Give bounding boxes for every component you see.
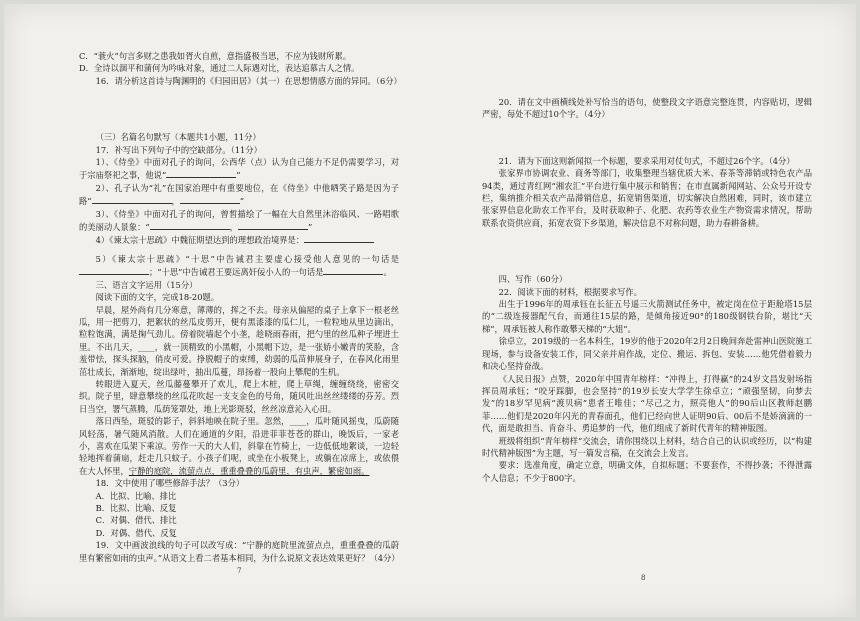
question-20: 20．请在文中画横线处补写恰当的语句，使整段文字语意完整连贯，内容贴切，逻辑严密，每处不超过10个字。（4分） (482, 97, 812, 120)
passage-paragraph-2: 转眼进入夏天，丝瓜藤蔓攀开了欢儿，爬上木桩，爬上草绳，缠缠绕绕，密密交织。院子里，肆意攀绕的丝瓜花吹起一支支金色的号角，随风吐出丝丝缕缕的芬芳。烈日当空，署气蒸腾，瓜荫笼罩处，地上光影斑驳，丝丝凉意沁入心田。 (79, 378, 399, 414)
material-paragraph-2: 徐卓立，2019级的一名本科生，19岁的他于2020年2月2日晚间奔赴雷神山医院施工现场，参与设备安装工作，同父亲并肩作战，定位、搬运、拆包、安装……他凭借着毅力和决心坚持奋战。 (482, 336, 812, 372)
requirements-paragraph: 要求：选准角度，确定立意，明确文体，自拟标题；不要套作，不得抄袭；不得泄露个人信息；不少于800字。 (482, 460, 812, 483)
question-22-intro: 22．阅读下面的材料，根据要求写作。 (498, 286, 642, 297)
page-number-left: 7 (237, 567, 242, 575)
material-paragraph-1: 出生于1996年的周承钰在长征五号遥三火箭测试任务中，被定岗在位于距舱塔15层的“二级连接器配气台，而通往15层的路，是倾角接近90°的180级钢铁台阶，堪比“天梯”，周承钰被人称作敢攀天梯的“大姐”。 (482, 299, 812, 334)
page-number-right: 8 (641, 574, 646, 582)
scanned-exam-spread (4, 4, 856, 617)
q18-option-a: A．比拟、比喻、排比 (95, 490, 177, 501)
question-17-5: 5）《谏太宗十思疏》“十思”中告诫君主要虚心接受他人意见的一句话是；“十思”中告诫君王要远离奸佞小人的一句话是 。 (79, 253, 399, 279)
option-d-line: D．全诗以涸平和蒲何为吟咏对象，通过二人际遇对比，表达追慕古人之情。 (79, 63, 360, 74)
question-17-2: 2）、孔子认为“礼”在国家治理中有重要地位，在《侍坐》中他哂笑子路是因为子路“ ， ” (79, 182, 399, 207)
section-4-title: 四、写作（60分） (498, 274, 568, 285)
question-17-1: 1）、《侍坐》中面对孔子的询问，公西华（点）认为自己能力不足仍需要学习，对于宗庙祭祀之事，他说“ ” (79, 157, 399, 181)
question-21-news: 张家界市协调农业、商务等部门，收集整理当辖优质大米、春茶等滞销或特色农产品94类，通过青红网“湘农汇”平台进行集中展示和销售；在市直属新闻网站、公众号开设专栏，集纳推介相关农产品滞销信息，拓宽销售渠道，切实解决自然困难，同时，该市建立张家界信息化助农工作平台，及时获取种子、化肥、农药等农业生产物资需求情况，帮助联系农资供应商，拓宽农资下乡渠道，解决信息不对称问题，助力春耕备耕。 (482, 168, 812, 228)
q18-option-b: B．比拟、比喻、反复 (95, 503, 177, 513)
question-21-intro: 21．请为下面这则新闻拟一个标题，要求采用对仗句式，不超过26个字。（4分） (498, 155, 795, 166)
passage-paragraph-3: 落日西坠，斑驳的影子，斜斜地映在院子里。忽然，____，瓜叶随风摇曳，瓜蔚随风轻荡，暑气随风消散。人们在通道的夕阳，沿进菲菲苍苍的群山，晚饭后，一家老小，喜欢在瓜架下乘凉。劳作一天的大人们，斜靠在竹椅上，一边低低地絮谈，一边轻轻地挥着蒲扇，赶走几只蚊子。小孩子们呢，或坐在小板凳上，或躺在凉席上，或依偎在大人怀里，宁静的庭院，流萤点点，重重叠叠的瓜蔚里，有虫声，繁密如雨。 (79, 416, 399, 476)
question-16: 16．请分析这首诗与陶渊明的《归园田居》（其一）在思想情感方面的异同。（6分） (95, 75, 402, 86)
reading-intro: 阅读下面的文字，完成18-20题。 (95, 292, 220, 303)
question-17-3: 3）、《侍坐》中面对孔子的询问，曾皙描绘了一幅在大自然里沐浴临风、一路唱歌的美丽动人景象：“ ， ” (79, 208, 399, 233)
passage-paragraph-1: 早晨，屋外尚有几分寒意，薄薄的，挥之不去。母亲从偏屋的桌子上拿下一根老丝瓜，用一把剪刀，把絮状的丝瓜皮剪开，便有黑漆漆的瓜仁儿，一粒粒地从里边滴出，粒粒饱满，满是掬气劲儿。傍着院墙起个小垄，趁晓雨春雨，把勺里的丝瓜种子埋进土里。不出几天，____，就一顶精致的小黑帽，小黑帽下边，是一张娇小嫩青的笑脸，含羞带怯，探头探脑，俏皮可爱。挣脱帽子的束缚，幼弱的瓜苗伸展身子，在春风化雨里茁壮成长，渐渐地，绽出绿叶，抽出瓜蔓，昂扬着一股向上攀爬的生机。 (79, 304, 399, 377)
q18-option-c: C．对偶、借代、排比 (95, 515, 177, 526)
q18-option-d: D．对偶、借代、反复 (95, 527, 177, 538)
right-page-column (482, 96, 812, 484)
question-19: 19．文中画波浪线的句子可以改写成：“宁静的庭院里流萤点点，重重叠叠的瓜蔚里有繁密如雨的虫声。”从语文上看二者基本相同，为什么说原文表达效果更好？（4分） (79, 540, 400, 563)
question-18: 18．文中使用了哪些修辞手法？（3分） (95, 478, 245, 489)
question-17-4: 4）《谏太宗十思疏》中魏征期望达到的理想政治境界是： (79, 233, 399, 246)
question-17-intro: 17．补写出下列句子中的空缺部分。（11分） (95, 144, 262, 155)
left-page-column (79, 50, 402, 564)
section-3-title: （三）名篇名句默写（本题共1小题，11分） (95, 132, 261, 143)
task-paragraph: 班级将组织“青年榜样”交流会，请你围绕以上材料，结合自己的认识或经历，以“构建时代精神版图”为主题，写一篇发言稿，在交流会上发言。 (482, 435, 812, 458)
section-language-title: 三、语言文字运用（15分） (95, 279, 198, 290)
option-c-line: C．“蓑火”句言多财之患我如胥火自煎，意指盛极当思，不应为钱财所累。 (79, 51, 352, 61)
wavy-underlined-sentence: 宁静的庭院，流萤点点，重重叠叠的瓜蔚里，有虫声，繁密如雨。 (128, 465, 370, 476)
material-paragraph-3: 《人民日报》点赞，2020年中国青年榜样：“冲得上，打得赢”的24岁文昌发射场指挥员周承钰；“咬牙踩脚，也会坚持”的19岁长安大学学生徐卓立；“顽强坚韧，向梦去发”的18岁罕见病“渡贝病”患者王唯佳；“尽己之力，照亮他人”的90后山区教师赵鹏菲……他们是2020年闪光的青春面孔，他们已经向世人证明90后、00后不是娇滴滴的一代，面是敢担当、肯奋斗、勇追梦的一代，他们组成了新时代青年的精神版图。 (482, 373, 812, 434)
